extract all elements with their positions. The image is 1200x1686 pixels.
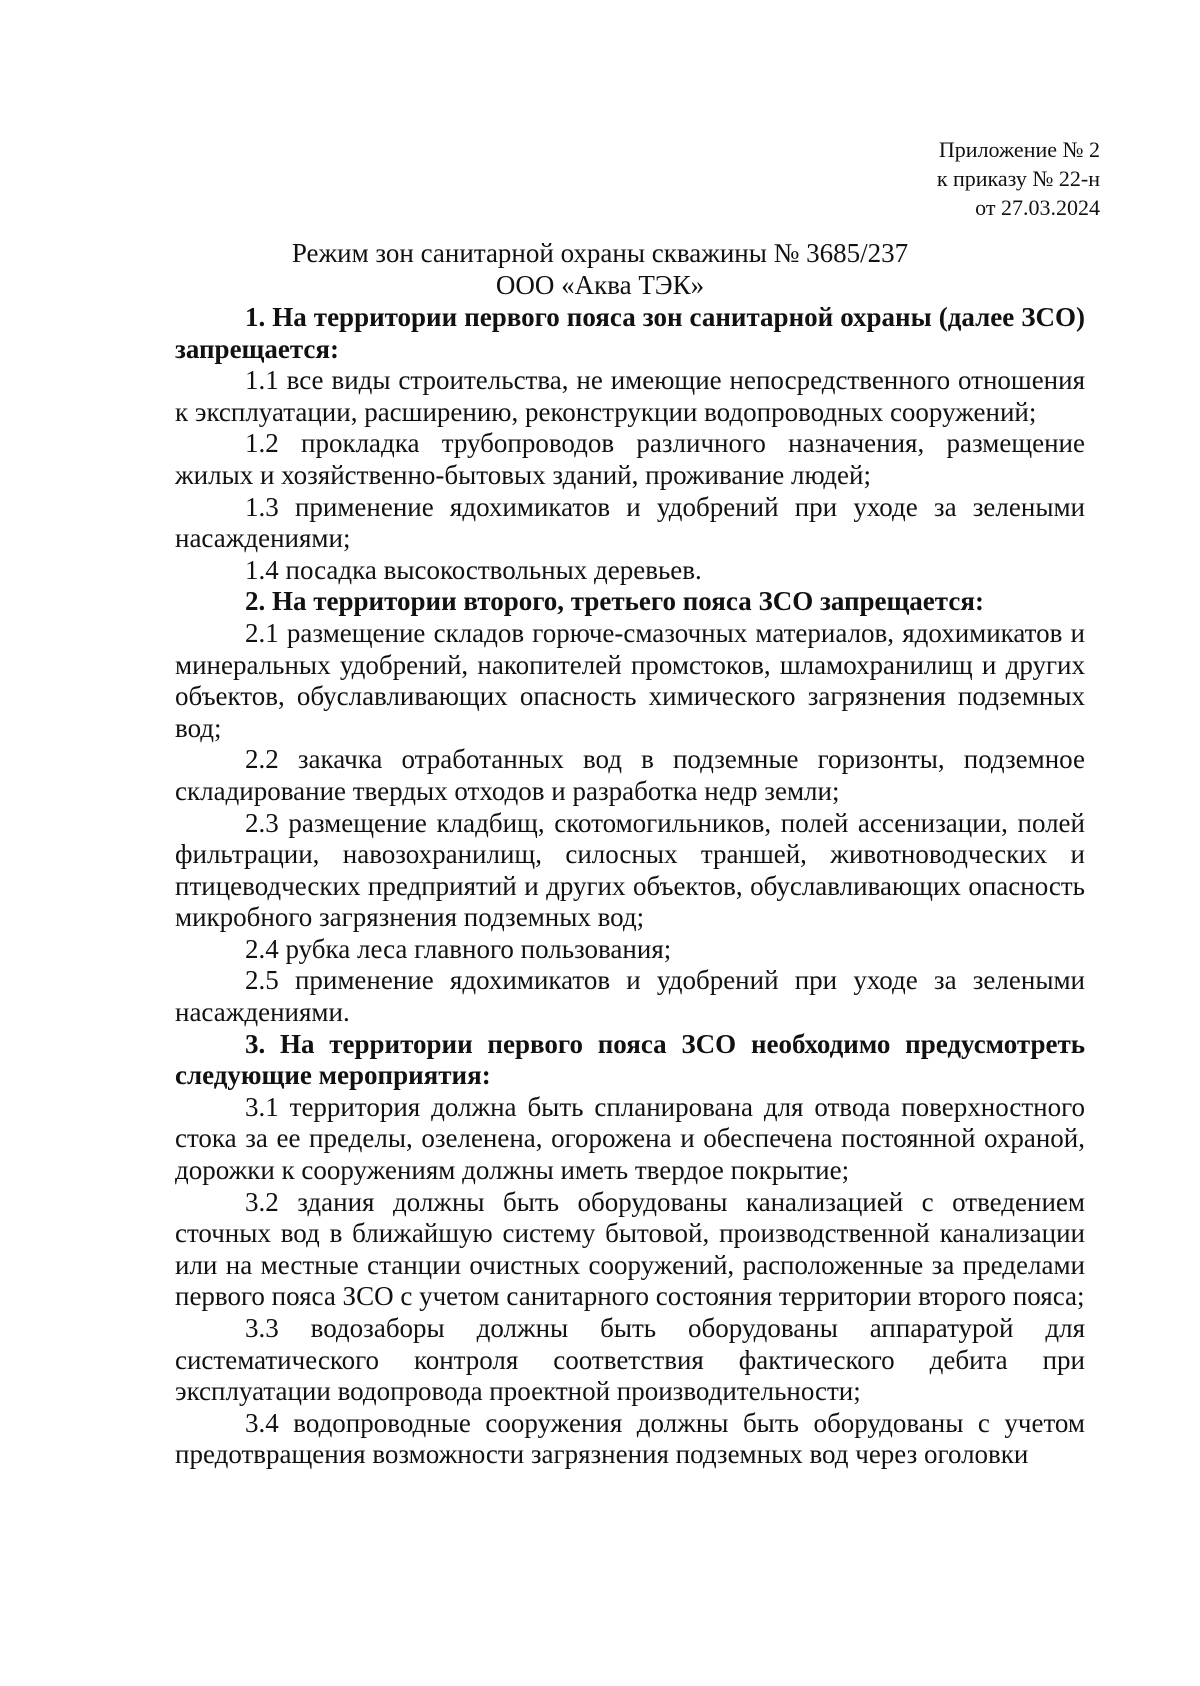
title-line-1: Режим зон санитарной охраны скважины № 3685/237 (291, 238, 909, 268)
item-1-2: 1.2 прокладка трубопроводов различного назначения, размещение жилых и хозяйственно-бытовых зданий, проживание людей; (175, 428, 1085, 490)
appendix-reference (937, 135, 1100, 222)
item-3-1: 3.1 территория должна быть спланирована для отвода поверхностного стока за ее пределы, озеленена, огорожена и обеспечена постоянной охраной, дорожки к сооружениям должны иметь твердое покрытие; (175, 1091, 1085, 1186)
item-2-2: 2.2 закачка отработанных вод в подземные горизонты, подземное складирование твердых отходов и разработка недр земли; (175, 744, 1085, 806)
item-3-3: 3.3 водозаборы должны быть оборудованы аппаратурой для систематического контроля соответствия фактического дебита при эксплуатации водопровода проектной производительности; (175, 1313, 1085, 1407)
item-2-3: 2.3 размещение кладбищ, скотомогильников, полей ассенизации, полей фильтрации, навозохранилищ, силосных траншей, животноводческих и птицеводческих предприятий и других объектов, обуславливающих опасность микробного загрязнения подземных вод; (175, 807, 1085, 933)
document-title (0, 237, 1200, 301)
item-3-2: 3.2 здания должны быть оборудованы канализацией с отведением сточных вод в ближайшую систему бытовой, производственной канализации или на местные станции очистных сооружений, расположенные за пределами первого пояса ЗСО с учетом санитарного состояния территории второго пояса; (175, 1186, 1085, 1312)
appendix-line-3: от 27.03.2024 (975, 195, 1100, 220)
section-2-heading: 2. На территории второго, третьего пояса ЗСО запрещается: (245, 586, 984, 617)
section-1-heading: 1. На территории первого пояса зон санитарной охраны (далее ЗСО) запрещается: (175, 302, 1085, 364)
title-line-2: ООО «Аква ТЭК» (495, 270, 705, 300)
document-body (175, 302, 1085, 1471)
section-3-heading: 3. На территории первого пояса ЗСО необходимо предусмотреть следующие мероприятия: (175, 1028, 1085, 1091)
item-2-5: 2.5 применение ядохимикатов и удобрений при уходе за зелеными насаждениями. (175, 965, 1085, 1028)
appendix-line-1: Приложение № 2 (938, 137, 1100, 162)
item-1-1: 1.1 все виды строительства, не имеющие непосредственного отношения к эксплуатации, расширению, реконструкции водопроводных сооружений; (175, 365, 1085, 427)
item-2-4: 2.4 рубка леса главного пользования; (245, 933, 672, 964)
item-3-4: 3.4 водопроводные сооружения должны быть оборудованы с учетом предотвращения возможности загрязнения подземных вод через оголовки (175, 1407, 1085, 1470)
item-1-3: 1.3 применение ядохимикатов и удобрений при уходе за зелеными насаждениями; (175, 491, 1085, 554)
item-1-4: 1.4 посадка высокоствольных деревьев. (245, 554, 702, 585)
item-2-1: 2.1 размещение складов горюче-смазочных материалов, ядохимикатов и минеральных удобрений, накопителей промстоков, шламохранилищ и других объектов, обуславливающих опасность химического загрязнения подземных вод; (175, 617, 1085, 743)
appendix-line-2: к приказу № 22-н (936, 166, 1100, 191)
